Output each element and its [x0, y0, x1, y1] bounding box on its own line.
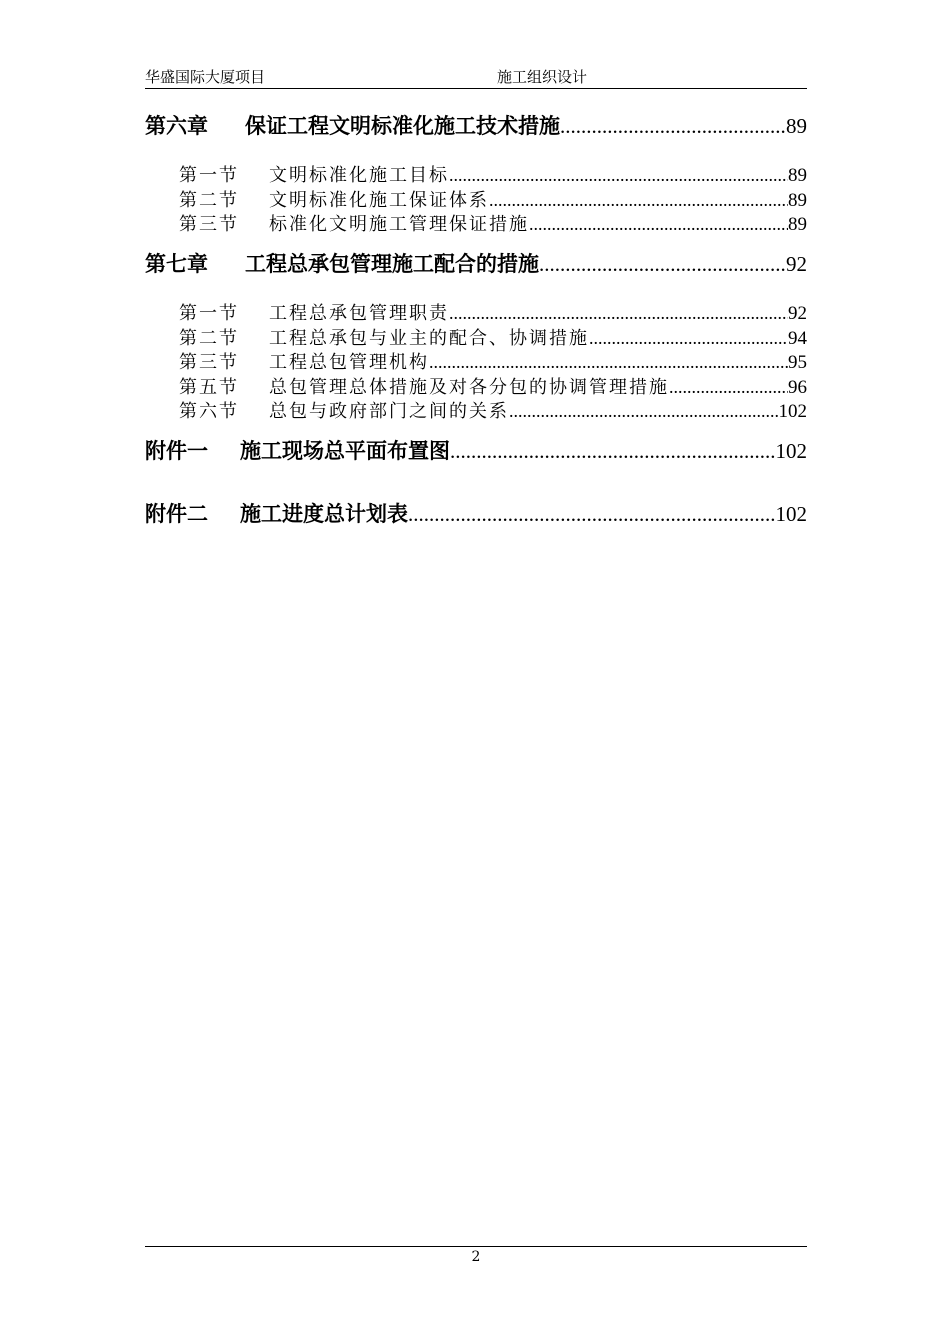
- toc-entry-page: 102: [778, 401, 807, 422]
- toc-entry-number: 第三节: [179, 214, 239, 235]
- toc-entry-title: 总包管理总体措施及对各分包的协调管理措施: [269, 377, 669, 398]
- toc-entry-number: 附件一: [145, 439, 208, 463]
- toc-entry-page: 92: [786, 252, 807, 276]
- toc-entry-page: 94: [788, 328, 807, 349]
- toc-entry-number: 第三节: [179, 352, 239, 373]
- toc-leader-dots: [589, 328, 788, 349]
- toc-leader-dots: [429, 352, 788, 373]
- toc-leader-dots: [449, 165, 788, 186]
- page-number: 2: [471, 1249, 481, 1265]
- toc-leader-dots: [489, 190, 788, 211]
- toc-entry-page: 96: [788, 377, 807, 398]
- toc-entry-title: 工程总包管理机构: [269, 352, 429, 373]
- toc-section[interactable]: [145, 210, 807, 236]
- toc-leader-dots: [449, 303, 788, 324]
- toc-entry-page: 89: [788, 214, 807, 235]
- toc-entry-page: 92: [788, 303, 807, 324]
- toc-entry-page: 102: [775, 502, 807, 526]
- toc-entry-page: 95: [788, 352, 807, 373]
- toc-entry-page: 89: [788, 190, 807, 211]
- toc-entry-number: 第七章: [145, 252, 208, 276]
- toc-section[interactable]: [145, 348, 807, 374]
- toc-appendix-1[interactable]: [145, 435, 807, 465]
- toc-entry-page: 102: [775, 439, 807, 463]
- toc-leader-dots: [450, 439, 776, 464]
- toc-entry-number: 附件二: [145, 502, 208, 526]
- toc-leader-dots: [539, 252, 786, 277]
- toc-leader-dots: [408, 502, 776, 527]
- header-project: 华盛国际大厦项目: [145, 68, 266, 86]
- page-header: [145, 64, 807, 89]
- toc-section[interactable]: [145, 161, 807, 187]
- toc-entry-title: 工程总承包管理职责: [269, 303, 449, 324]
- toc-entry-page: 89: [786, 114, 807, 138]
- toc-leader-dots: [529, 214, 788, 235]
- page-footer: [145, 1246, 807, 1265]
- toc-entry-page: 89: [788, 165, 807, 186]
- toc-entry-title: 总包与政府部门之间的关系: [269, 401, 509, 422]
- toc-entry-title: 工程总承包管理施工配合的措施: [245, 252, 539, 276]
- toc-leader-dots: [560, 114, 786, 139]
- toc-entry-number: 第一节: [179, 303, 239, 324]
- toc-entry-number: 第六节: [179, 401, 239, 422]
- toc-chapter-7[interactable]: [145, 248, 807, 278]
- toc-leader-dots: [669, 377, 788, 398]
- toc-entry-number: 第六章: [145, 114, 208, 138]
- toc-entry-title: 施工进度总计划表: [240, 502, 408, 526]
- toc-entry-number: 第二节: [179, 328, 239, 349]
- toc-section[interactable]: [145, 397, 807, 423]
- toc-chapter-6[interactable]: [145, 110, 807, 140]
- toc-section[interactable]: [145, 324, 807, 350]
- toc-section[interactable]: [145, 373, 807, 399]
- header-doc-title: 施工组织设计: [497, 68, 588, 86]
- toc-entry-number: 第一节: [179, 165, 239, 186]
- toc-entry-number: 第五节: [179, 377, 239, 398]
- toc-entry-title: 保证工程文明标准化施工技术措施: [245, 114, 560, 138]
- toc-entry-title: 标准化文明施工管理保证措施: [269, 214, 529, 235]
- toc-entry-title: 工程总承包与业主的配合、协调措施: [269, 328, 589, 349]
- toc-section[interactable]: [145, 299, 807, 325]
- toc-section[interactable]: [145, 186, 807, 212]
- toc-entry-title: 施工现场总平面布置图: [240, 439, 450, 463]
- toc-leader-dots: [509, 401, 779, 422]
- toc-appendix-2[interactable]: [145, 498, 807, 528]
- toc-entry-title: 文明标准化施工保证体系: [269, 190, 489, 211]
- toc-entry-number: 第二节: [179, 190, 239, 211]
- toc-entry-title: 文明标准化施工目标: [269, 165, 449, 186]
